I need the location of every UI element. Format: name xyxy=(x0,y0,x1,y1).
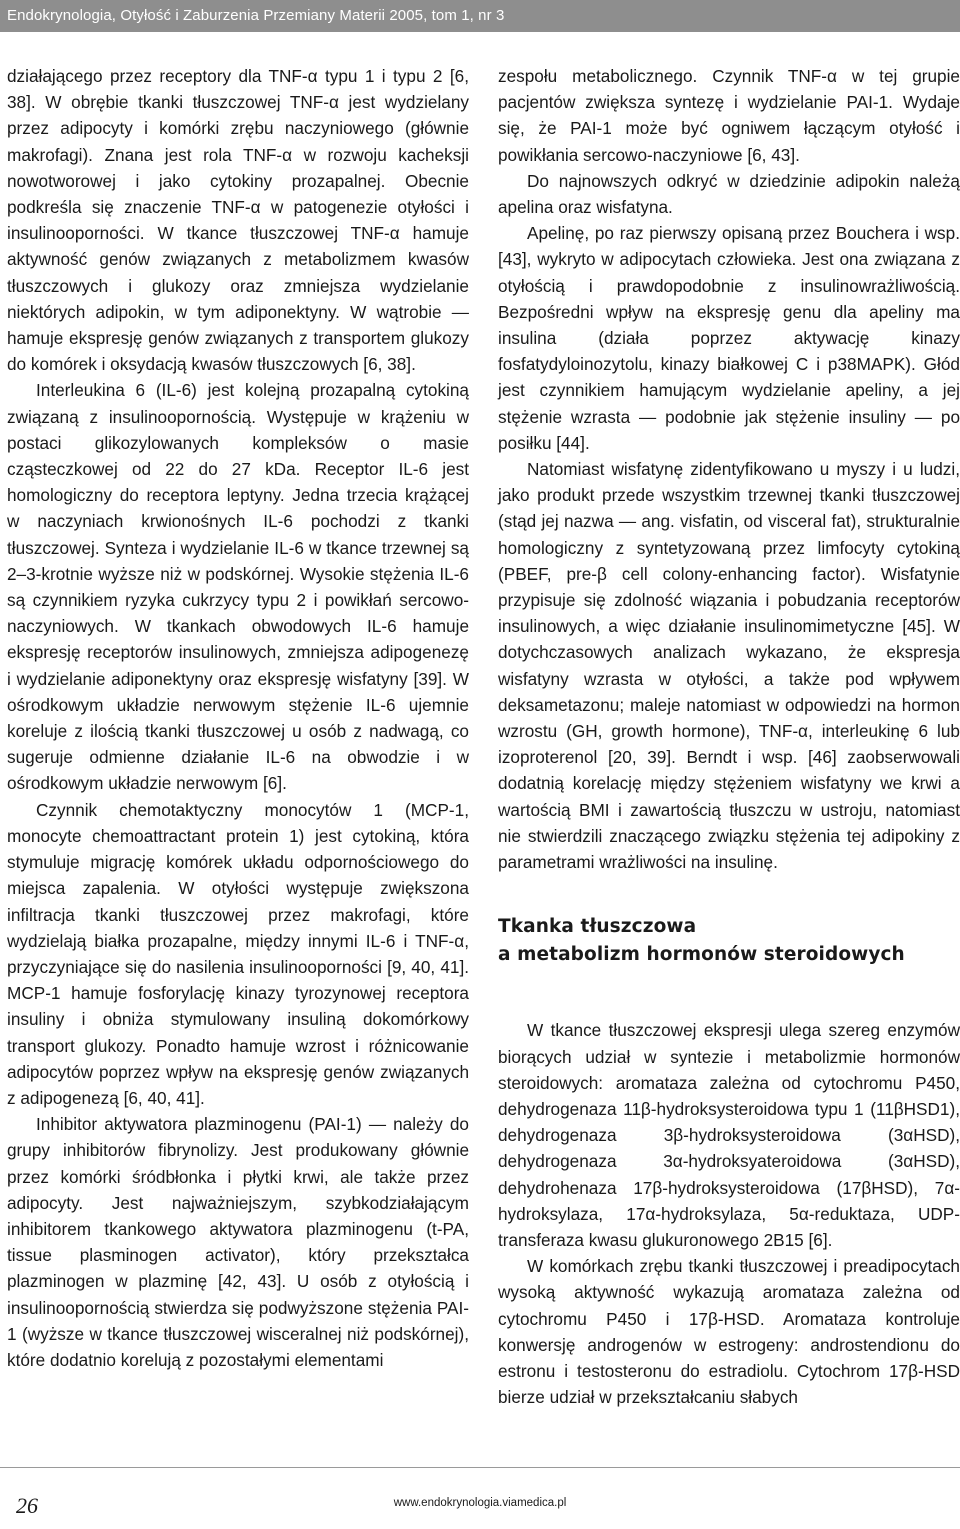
paragraph-new-adipokines: Do najnowszych odkryć w dziedzinie adipokin należą apelina oraz wisfatyna. xyxy=(498,170,960,218)
section-heading-line-1: Tkanka tłuszczowa xyxy=(498,916,697,938)
paragraph-visfatin: Natomiast wisfatynę zidentyfikowano u myszy i u ludzi, jako produkt przede wszystkim trzewnej tkanki tłuszczowej (stąd jej nazwa — ang. visfatin, od visceral fat), strukturalnie homologiczny z syntetyzowaną przez limfocyty cytokiną (PBEF, pre-β cell colony-enhancing factor). Wisfatynie przypisuje się zdolność wiązania i pobudzania receptorów insulinowych, a więc działanie insulinomimetyczne [45]. W dotychczasowych analizach wykazano, że ekspresja wisfatyny wzrasta w otyłości, a także pod wpływem deksametazonu; maleje natomiast w odpowiedzi na hormon wzrostu (GH, growth hormone), TNF-α, interleukinę 6 lub izoproterenol [20, 39]. Berndt i wsp. [46] zaobserwowali dodatnią korelację między stężeniem wisfatyny we krwi a wartością BMI i zawartością tłuszczu w ustroju, natomiast nie stwierdzili znaczącego związku stężenia tej adipokiny z parametrami wrażliwości na insulinę. xyxy=(498,459,960,873)
footer-url: www.endokrynologia.viamedica.pl xyxy=(393,1497,567,1509)
journal-title: Endokrynologia, Otyłość i Zaburzenia Przemiany Materii 2005, tom 1, nr 3 xyxy=(7,7,505,24)
paragraph-steroid-enzymes: W tkance tłuszczowej ekspresji ulega szereg enzymów biorących udział w syntezie i metabolizmie hormonów steroidowych: aromataza zależna od cytochromu P450, dehydrogenaza 11β-hydroksysteroidowa typu 1 (11βHSD1), dehydrogenaza 3β-hydroksysteroidowa (3αHSD), dehydrogenaza 3α-hydroksyateroidowa (3αHSD), dehydrohenaza 17β-hydroksysteroidowa (17βHSD), 7α-hydroksylaza, 17α-hydroksylaza, 5α-reduktaza, UDP-transferaza kwasu glukuronowego 2B15 [6]. xyxy=(498,1020,960,1250)
right-column xyxy=(498,63,960,1410)
section-heading xyxy=(498,913,960,969)
left-column xyxy=(7,63,469,1373)
paragraph-aromatase: W komórkach zrębu tkanki tłuszczowej i preadipocytach wysoką aktywność wykazują aromataza zależna od cytochromu P450 i 17β-HSD. Aromataza kontroluje konwersję androgenów w estrogeny: androstendionu do estronu i testosteronu do estradiolu. Cytochrom 17β-HSD bierze udział w przekształcaniu słabych xyxy=(498,1256,960,1408)
page-number: 26 xyxy=(16,1493,38,1518)
paragraph-il-6: Interleukina 6 (IL-6) jest kolejną prozapalną cytokiną związaną z insulinoopornością. Występuje w krążeniu w postaci glikozylowanych kompleksów o masie cząsteczkowej od 22 do 27 kDa. Receptor IL-6 jest homologiczny do receptora leptyny. Jedna trzecia krążącej w naczyniach krwionośnych IL-6 pochodzi z tkanki tłuszczowej. Synteza i wydzielanie IL-6 w tkance trzewnej są 2–3-krotnie wyższe niż w podskórnej. Wysokie stężenia IL-6 są czynnikiem ryzyka cukrzycy typu 2 i powikłań sercowo-naczyniowych. W tkankach obwodowych IL-6 hamuje ekspresję receptorów insulinowych, zmniejsza adipogenezę i wydzielanie adiponektyny oraz ekspresję wisfatyny [39]. W ośrodkowym układzie nerwowym stężenie IL-6 ujemnie koreluje z ilością tkanki tłuszczowej u osób z nadwagą, co sugeruje odmienne działanie IL-6 na obwodzie i w ośrodkowym układzie nerwowym [6]. xyxy=(7,380,469,794)
paragraph-pai-1: Inhibitor aktywatora plazminogenu (PAI-1) — należy do grupy inhibitorów fibrynolizy. Jest produkowany głównie przez komórki śródbłonka i płytki krwi, ale także przez adipocyty. Jest najważniejszym, szybkodziałającym inhibitorem tkankowego aktywatora plazminogenu (t-PA, tissue plasminogen activator), który przekształca plazminogen w plazminę [42, 43]. U osób z otyłością i insulinoopornością stwierdza się podwyższone stężenia PAI-1 (wyższe w tkance tłuszczowej wisceralnej niż podskórnej), które dodatnio korelują z pozostałymi elementami xyxy=(7,1114,469,1370)
paragraph-pai-1-continued: zespołu metabolicznego. Czynnik TNF-α w tej grupie pacjentów zwiększa syntezę i wydzielanie PAI-1. Wydaje się, że PAI-1 może być ogniwem łączącym otyłość i powikłania sercowo-naczyniowe [6, 43]. xyxy=(498,66,960,165)
paragraph-apelin: Apelinę, po raz pierwszy opisaną przez Bouchera i wsp. [43], wykryto w adipocytach człowieka. Jest ona związana z otyłością i prawdopodobnie z insulinowrażliwością. Bezpośredni wpływ na ekspresję genu dla apeliny ma insulina (działa poprzez aktywację kinazy fosfatydyloinozytolu, kinazy białkowej C i p38MAPK). Głód jest czynnikiem hamującym wydzielanie apeliny, a jej stężenie wzrasta — podobnie jak stężenie insuliny — po posiłku [44]. xyxy=(498,223,960,453)
paragraph-mcp-1: Czynnik chemotaktyczny monocytów 1 (MCP-1, monocyte chemoattractant protein 1) jest cytokiną, która stymuluje migrację komórek układu odpornościowego do miejsca zapalenia. W otyłości występuje zwiększona infiltracja tkanki tłuszczowej przez makrofagi, które wydzielają białka prozapalne, między innymi IL-6 i TNF-α, przyczyniające się do nasilenia insulinooporności [9, 40, 41]. MCP-1 hamuje fosforylację kinazy tyrozynowej receptora insuliny i obniża stymulowany insuliną dokomórkowy transport glukozy. Ponadto hamuje wzrost i różnicowanie adipocytów poprzez wpływ na ekspresję genów związanych z adipogenezą [6, 40, 41]. xyxy=(7,799,469,1108)
footer-divider xyxy=(0,1467,960,1468)
journal-header-bar xyxy=(0,0,960,32)
paragraph-tnf-alpha: działającego przez receptory dla TNF-α typu 1 i typu 2 [6, 38]. W obrębie tkanki tłuszczowej TNF-α jest wydzielany przez adipocyty i komórki zrębu naczyniowego (głównie makrofagi). Znana jest rola TNF-α w rozwoju kacheksji nowotworowej i jako cytokiny prozapalnej. Obecnie podkreśla się znaczenie TNF-α w patogenezie otyłości i insulinooporności. W tkance tłuszczowej TNF-α hamuje aktywność genów związanych z metabolizmem kwasów tłuszczowych i glukozy oraz zmniejsza wydzielanie niektórych adipokin, w tym adiponektyny. W wątrobie — hamuje ekspresję genów związanych z transportem glukozy do komórek i oksydacją kwasów tłuszczowych [6, 38]. xyxy=(7,66,469,375)
section-heading-line-2: a metabolizm hormonów steroidowych xyxy=(498,944,905,966)
